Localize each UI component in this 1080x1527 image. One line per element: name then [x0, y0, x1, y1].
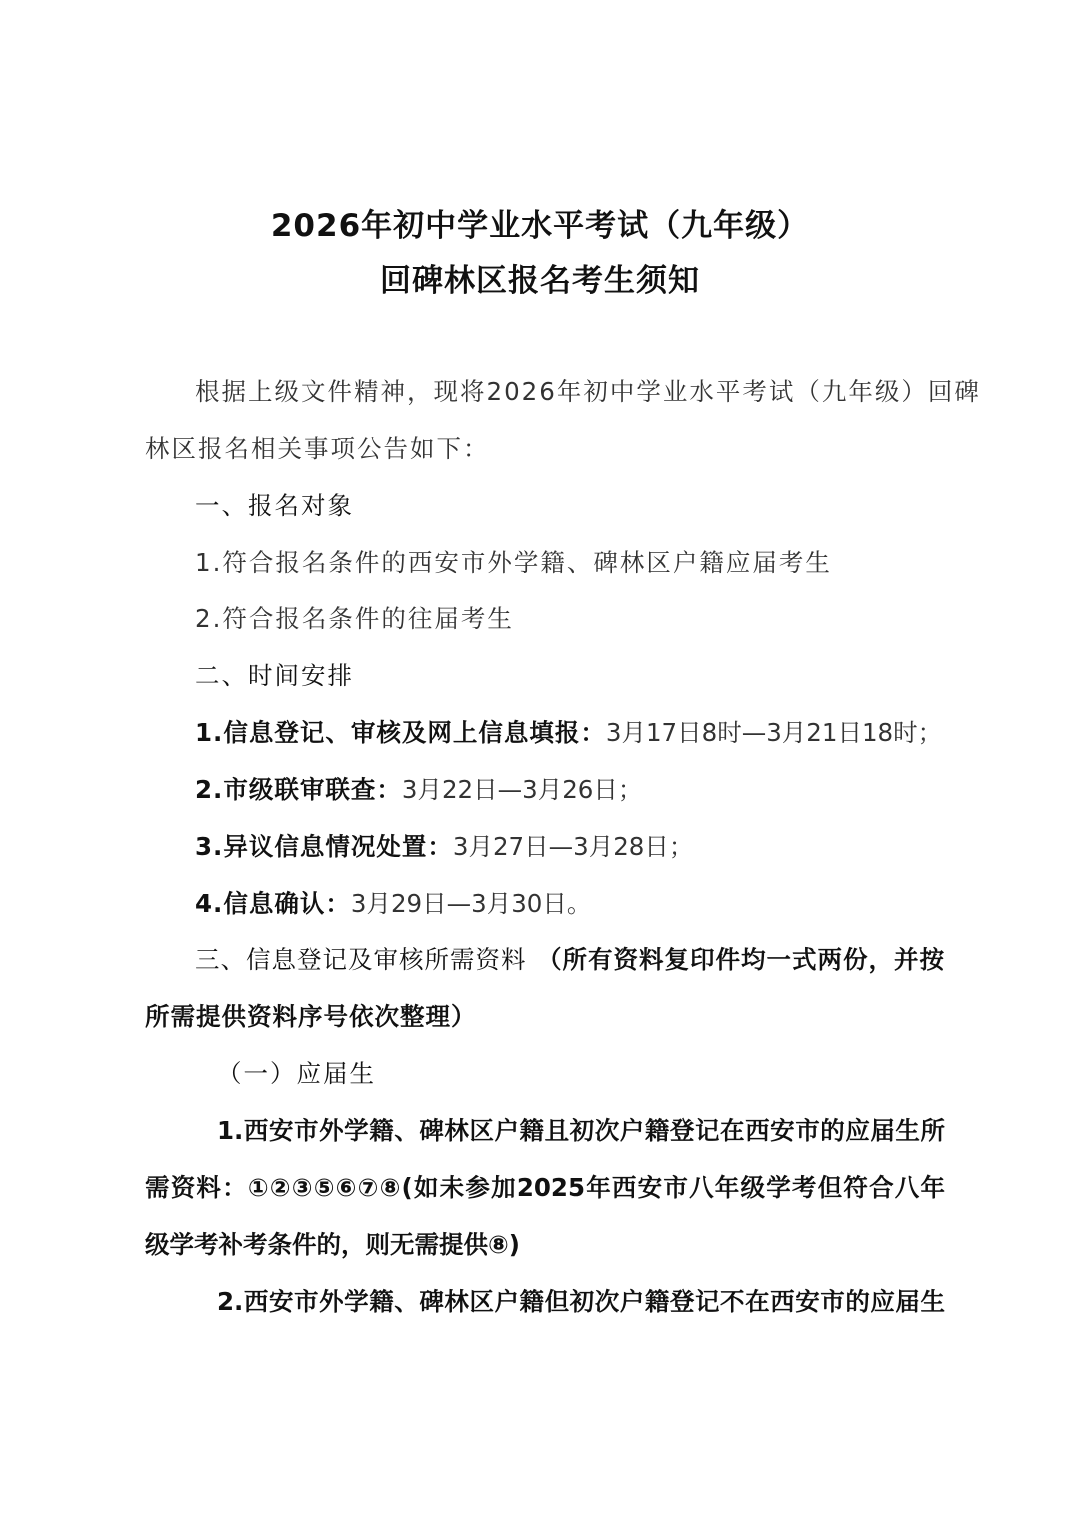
- document-title-line2: 回碑林区报名考生须知: [380, 263, 700, 299]
- section3-heading: 三、信息登记及审核所需资料: [195, 945, 527, 974]
- schedule-item-label: 3.异议信息情况处置：: [195, 832, 453, 861]
- intro-line1: 根据上级文件精神，现将2026年初中学业水平考试（九年级）回碑: [195, 377, 981, 406]
- schedule-item-value: 3月29日—3月30日。: [350, 889, 592, 918]
- section1-item-2: 2.符合报名条件的往届考生: [195, 604, 514, 633]
- para1-line2: 需资料：①②③⑤⑥⑦⑧(如未参加2025年西安市八年级学考但符合八年: [145, 1173, 945, 1202]
- subsection-heading: （一）应届生: [217, 1059, 376, 1088]
- schedule-item-label: 2.市级联审联查：: [195, 775, 402, 804]
- schedule-item-value: 3月17日8时—3月21日18时；: [605, 718, 943, 747]
- intro-line2: 林区报名相关事项公告如下：: [145, 434, 490, 463]
- schedule-item-value: 3月22日—3月26日；: [401, 775, 643, 804]
- section3-note-continued: 所需提供资料序号依次整理）: [145, 1002, 477, 1031]
- schedule-item-3: [195, 828, 995, 863]
- schedule-item-4: [195, 885, 995, 920]
- para1-line3: 级学考补考条件的，则无需提供⑧): [145, 1230, 520, 1259]
- section1-item-1: 1.符合报名条件的西安市外学籍、碑林区户籍应届考生: [195, 548, 832, 577]
- schedule-item-label: 4.信息确认：: [195, 889, 351, 918]
- para2-line1: 2.西安市外学籍、碑林区户籍但初次户籍登记不在西安市的应届生: [217, 1287, 945, 1316]
- schedule-item-2: [195, 771, 995, 806]
- section2-heading: 二、时间安排: [195, 661, 354, 690]
- schedule-item-label: 1.信息登记、审核及网上信息填报：: [195, 718, 606, 747]
- para1-line1: 1.西安市外学籍、碑林区户籍且初次户籍登记在西安市的应届生所: [217, 1116, 945, 1145]
- section3-heading-line: [195, 941, 945, 976]
- schedule-item-1: [195, 714, 995, 749]
- schedule-item-value: 3月27日—3月28日；: [452, 832, 694, 861]
- section1-heading: 一、报名对象: [195, 491, 354, 520]
- document-title-line1: 2026年初中学业水平考试（九年级）: [270, 208, 810, 244]
- section3-note: （所有资料复印件均一式两份，并按: [537, 945, 945, 974]
